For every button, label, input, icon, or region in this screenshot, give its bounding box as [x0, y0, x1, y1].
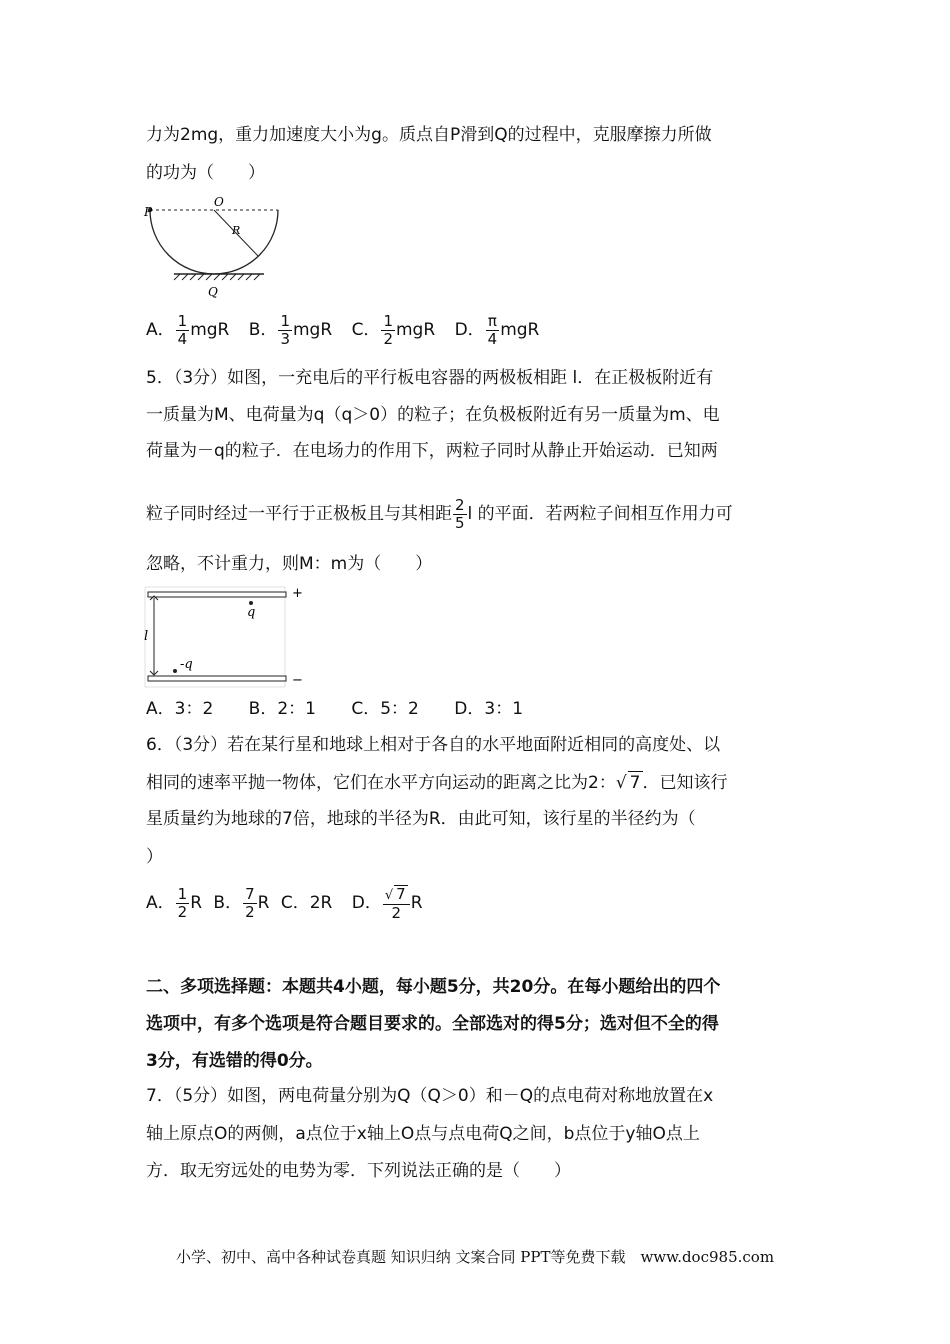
q7-line-1: 7．（5分）如图，两电荷量分别为Q（Q＞0）和－Q的点电荷对称地放置在x — [146, 1086, 714, 1106]
q4-option-c[interactable]: C． $\frac{1}{2}$ mgR — [351, 311, 436, 348]
q6-line-4: ） — [146, 847, 163, 867]
q5-option-d[interactable]: D．3：1 — [454, 699, 524, 719]
section-2-line-3: 3分，有选错的得0分。 — [146, 1051, 323, 1071]
q5-line-5: 忽略，不计重力，则M：m为（ ） — [146, 554, 433, 574]
q4-options — [146, 312, 553, 348]
section-2-line-1: 二、多项选择题：本题共4小题，每小题5分，共20分。在每小题给出的四个 — [146, 977, 721, 997]
plus-sign: + — [292, 586, 303, 601]
label-p: P — [144, 205, 153, 219]
label-q: Q — [208, 285, 218, 299]
q5-line-1: 5．（3分）如图，一充电后的平行板电容器的两极板相距 l．在正极板附近有 — [146, 368, 714, 388]
q6-option-d[interactable]: D． $\frac{√ 7}{2}$ R — [351, 884, 423, 922]
capacitor-figure — [140, 586, 310, 690]
q7-line-3: 方．取无穷远处的电势为零．下列说法正确的是（ ） — [146, 1161, 571, 1181]
l-label: l — [144, 629, 149, 644]
q4-option-b[interactable]: B． $\frac{1}{3}$ mgR — [248, 311, 333, 348]
intro-line-1: 力为2mg，重力加速度大小为g。质点自P滑到Q的过程中，克服摩擦力所做 — [146, 125, 712, 145]
q6-option-a[interactable]: A． $\frac{1}{2}$ R — [146, 884, 202, 921]
section-2-line-2: 选项中，有多个选项是符合题目要求的。全部选对的得5分；选对但不全的得 — [146, 1014, 719, 1034]
footer-text: 小学、初中、高中各种试卷真题 知识归纳 文案合同 PPT等免费下载 www.doc985.com — [175, 1248, 775, 1266]
intro-line-2: 的功为（ ） — [146, 163, 265, 183]
q5-option-a[interactable]: A．3：2 — [146, 699, 214, 719]
q-label: q — [247, 605, 256, 620]
q5-line-4: 粒子同时经过一平行于正极板且与其相距 $\frac{2}{5}$ l 的平面．若两粒子间相互作用力可 — [146, 495, 733, 532]
label-o: O — [214, 195, 224, 209]
q6-options — [146, 884, 437, 922]
bowl-figure — [140, 194, 280, 300]
q5-option-b[interactable]: B．2：1 — [248, 699, 316, 719]
q5-options — [146, 698, 537, 720]
q5-line-2: 一质量为M、电荷量为q（q＞0）的粒子；在负极板附近有另一质量为m、电 — [146, 405, 720, 425]
label-r: R — [232, 224, 241, 237]
q6-option-c[interactable]: C．2R — [280, 893, 333, 913]
q5-option-c[interactable]: C．5：2 — [351, 699, 419, 719]
q6-line-2: 相同的速率平抛一物体，它们在水平方向运动的距离之比为2：√ 7 ．已知该行 — [146, 773, 728, 793]
q4-option-a[interactable]: A． $\frac{1}{4}$ mgR — [146, 311, 230, 348]
q5-line-3: 荷量为－q的粒子．在电场力的作用下，两粒子同时从静止开始运动．已知两 — [146, 441, 718, 461]
q6-line-1: 6．（3分）若在某行星和地球上相对于各自的水平地面附近相同的高度处、以 — [146, 735, 721, 755]
neg-q-label: -q — [180, 657, 193, 672]
q6-option-b[interactable]: B． $\frac{7}{2}$ R — [213, 884, 270, 921]
q6-line-3: 星质量约为地球的7倍，地球的半径为R．由此可知，该行星的半径约为（ — [146, 809, 696, 829]
minus-sign: − — [292, 673, 303, 688]
q7-line-2: 轴上原点O的两侧，a点位于x轴上O点与点电荷Q之间，b点位于y轴O点上 — [146, 1124, 700, 1144]
q4-option-d[interactable]: D． $\frac{\pi}{4}$ mgR — [454, 311, 540, 348]
